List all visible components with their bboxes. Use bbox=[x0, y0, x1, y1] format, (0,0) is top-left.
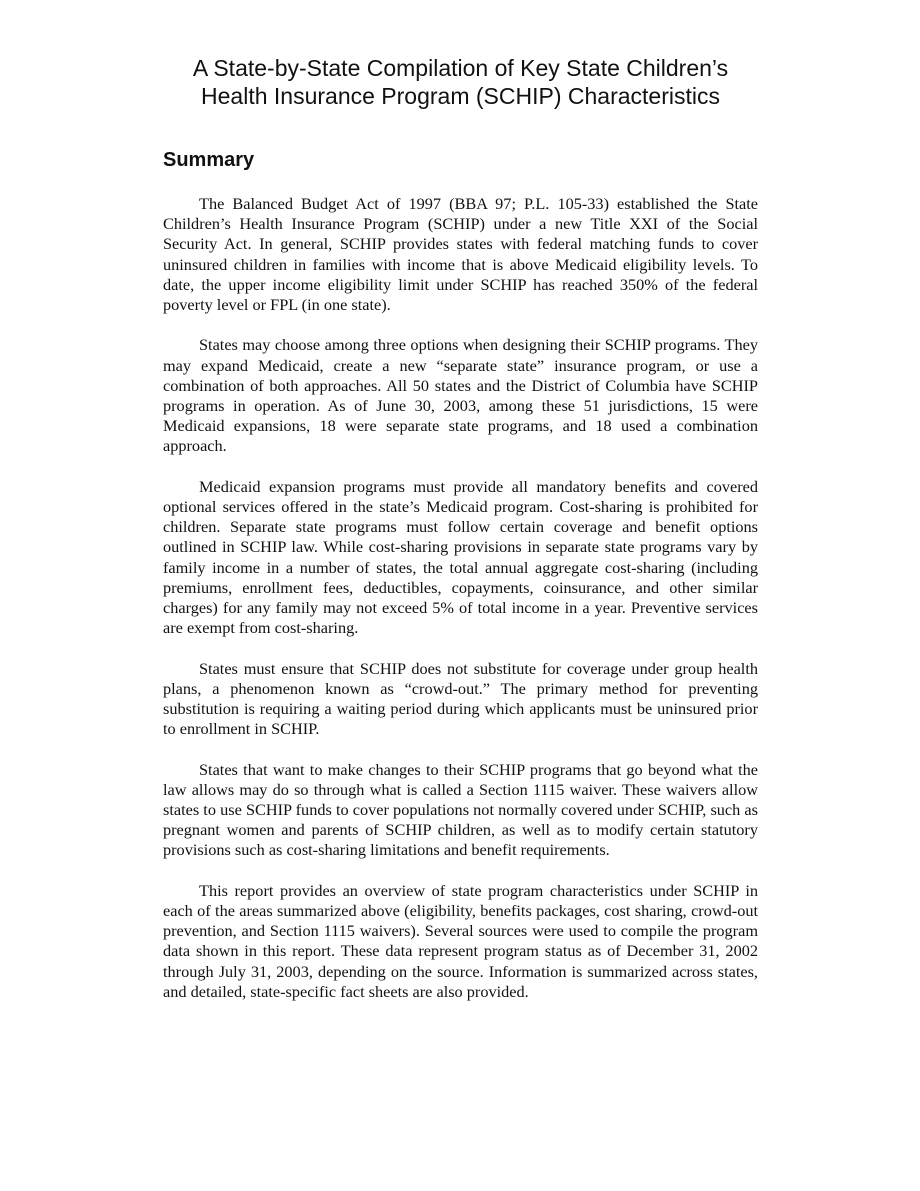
paragraph-6: This report provides an overview of state program characteristics under SCHIP in each of the areas summarized above (eligibility, benefits packages, cost sharing, crowd-out prevention, and Section 1115 waivers). Several sources were used to compile the program data shown in this report. These data represent program status as of December 31, 2002 through July 31, 2003, depending on the source. Information is summarized across states, and detailed, state-specific fact sheets are also provided. bbox=[163, 880, 758, 1001]
title-line-2: Health Insurance Program (SCHIP) Characteristics bbox=[201, 83, 720, 109]
document-page bbox=[163, 54, 758, 1022]
paragraph-5: States that want to make changes to their SCHIP programs that go beyond what the law allows may do so through what is called a Section 1115 waiver. These waivers allow states to use SCHIP funds to cover populations not normally covered under SCHIP, such as pregnant women and parents of SCHIP children, as well as to modify certain statutory provisions such as cost-sharing limitations and benefit requirements. bbox=[163, 759, 758, 860]
summary-body bbox=[163, 194, 758, 1002]
paragraph-4: States must ensure that SCHIP does not substitute for coverage under group health plans, a phenomenon known as “crowd-out.” The primary method for preventing substitution is requiring a waiting period during which applicants must be uninsured prior to enrollment in SCHIP. bbox=[163, 658, 758, 739]
title-line-1: A State-by-State Compilation of Key State Children’s bbox=[192, 55, 729, 81]
paragraph-3: Medicaid expansion programs must provide all mandatory benefits and covered optional services offered in the state’s Medicaid program. Cost-sharing is prohibited for children. Separate state programs must follow certain coverage and benefit options outlined in SCHIP law. While cost-sharing provisions in separate state programs vary by family income in a number of states, the total annual aggregate cost-sharing (including premiums, enrollment fees, deductibles, copayments, coinsurance, and other similar charges) for any family may not exceed 5% of total income in a year. Preventive services are exempt from cost-sharing. bbox=[163, 476, 758, 638]
document-title bbox=[163, 54, 758, 110]
section-heading-summary: Summary bbox=[163, 149, 255, 171]
paragraph-2: States may choose among three options when designing their SCHIP programs. They may expand Medicaid, create a new “separate state” insurance program, or use a combination of both approaches. All 50 states and the District of Columbia have SCHIP programs in operation. As of June 30, 2003, among these 51 jurisdictions, 15 were Medicaid expansions, 18 were separate state programs, and 18 used a combination approach. bbox=[163, 335, 758, 456]
paragraph-1: The Balanced Budget Act of 1997 (BBA 97; P.L. 105-33) established the State Children’s Health Insurance Program (SCHIP) under a new Title XXI of the Social Security Act. In general, SCHIP provides states with federal matching funds to cover uninsured children in families with income that is above Medicaid eligibility levels. To date, the upper income eligibility limit under SCHIP has reached 350% of the federal poverty level or FPL (in one state). bbox=[163, 194, 758, 315]
